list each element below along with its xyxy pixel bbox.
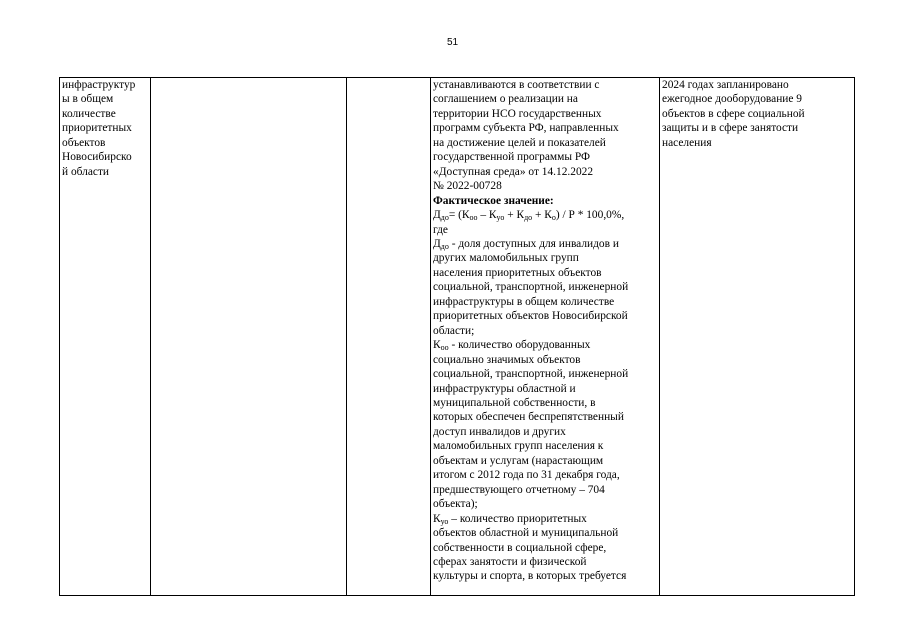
d-definition: $Д_{до}$ - доля доступных для инвалидов и других маломобильных групп населения приоритетных объектов социальной, транспортной, инженерной инфраструктуры в общем количестве приоритетных объектов Новосибирской области; — [433, 237, 657, 338]
calc-text-line: социальной, транспортной, инженерной — [433, 368, 629, 381]
koo-definition: $К_{оо}$ - количество оборудованных социально значимых объектов социальной, транспортной, инженерной инфраструктуры областной и муниципальной собственности, в которых обеспечен беспрепятственный доступ инвалидов и других маломобильных групп населения к объектам и услугам (нарастающим итогом с 2012 года по 31 декабря года, предшествующего отчетному – 704 объекта); — [433, 338, 657, 511]
notes-line: объектов в сфере социальной — [662, 107, 805, 120]
calc-text-line: муниципальной собственности, в — [433, 396, 596, 409]
calc-text-line: итогом с 2012 года по 31 декабря года, — [433, 469, 620, 482]
table-row — [60, 78, 855, 596]
calc-text-line: территории НСО государственных — [433, 107, 602, 120]
calc-text-line: на достижение целей и показателей — [433, 136, 606, 149]
indicator-name-line: Новосибирско — [62, 151, 132, 164]
calc-text-line: маломобильных групп населения к — [433, 440, 604, 453]
calc-text-line: объекта); — [433, 498, 478, 511]
calc-text-line: устанавливаются в соответствии с — [433, 79, 600, 91]
calc-text-line: предшествующего отчетному – 704 — [433, 483, 605, 496]
calc-text-line: сферах занятости и физической — [433, 555, 587, 568]
formula: $Д_{до}= (К_{оо} - К_{уо} + К_{до} + К_о) / Р * 100,0\%$, — [433, 209, 625, 223]
notes-line: ежегодное дооборудование 9 — [662, 93, 802, 106]
indicator-name-line: й области — [62, 165, 110, 178]
calc-text-line: социально значимых объектов — [433, 353, 581, 366]
indicator-name-line: ы в общем — [62, 93, 114, 106]
notes-cell — [660, 78, 855, 596]
calc-text-line: культуры и спорта, в которых требуется — [433, 570, 627, 583]
calc-text-line: программ субъекта РФ, направленных — [433, 122, 619, 135]
indicator-name-line: количестве — [62, 107, 116, 120]
indicator-name-line: приоритетных — [62, 122, 132, 135]
indicator-table — [59, 77, 855, 596]
empty-cell-3 — [347, 78, 431, 596]
empty-cell-2 — [151, 78, 347, 596]
kuo-definition: $К_{уо}$ – количество приоритетных объектов областной и муниципальной собственности в социальной сфере, сферах занятости и физической культуры и спорта, в которых требуется — [433, 512, 657, 584]
indicator-name-cell — [60, 78, 151, 596]
calc-text-line: инфраструктуры областной и — [433, 382, 576, 395]
calc-text-line: собственности в социальной сфере, — [433, 541, 607, 554]
indicator-name-line: объектов — [62, 136, 106, 149]
notes-line: защиты и в сфере занятости — [662, 122, 799, 135]
actual-value-heading: Фактическое значение: — [433, 194, 554, 207]
calc-text-line: государственной программы РФ — [433, 151, 590, 164]
calc-text-line: социальной, транспортной, инженерной — [433, 281, 629, 294]
calc-text-line: № 2022-00728 — [433, 180, 502, 193]
calc-text-line: соглашением о реализации на — [433, 93, 578, 106]
calc-text-line: инфраструктуры в общем количестве — [433, 295, 615, 308]
calc-intro — [433, 78, 657, 194]
calc-text-line: объектам и услугам (нарастающим — [433, 454, 604, 467]
calc-text-line: которых обеспечен беспрепятственный — [433, 411, 624, 424]
calc-text-line: населения приоритетных объектов — [433, 266, 602, 279]
formula-where: где — [433, 223, 448, 236]
calc-text-line: приоритетных объектов Новосибирской — [433, 310, 628, 323]
calc-text-line: других маломобильных групп — [433, 252, 579, 265]
calc-text-line: области; — [433, 324, 475, 337]
notes-line: населения — [662, 136, 712, 149]
calc-text-line: «Доступная среда» от 14.12.2022 — [433, 165, 594, 178]
calc-text-line: объектов областной и муниципальной — [433, 527, 619, 540]
indicator-name-line: инфраструктур — [62, 79, 136, 91]
notes-line: 2024 годах запланировано — [662, 79, 789, 91]
calc-text-line: доступ инвалидов и других — [433, 425, 566, 438]
calculation-method-cell — [431, 78, 660, 596]
page-number: 51 — [446, 37, 459, 48]
